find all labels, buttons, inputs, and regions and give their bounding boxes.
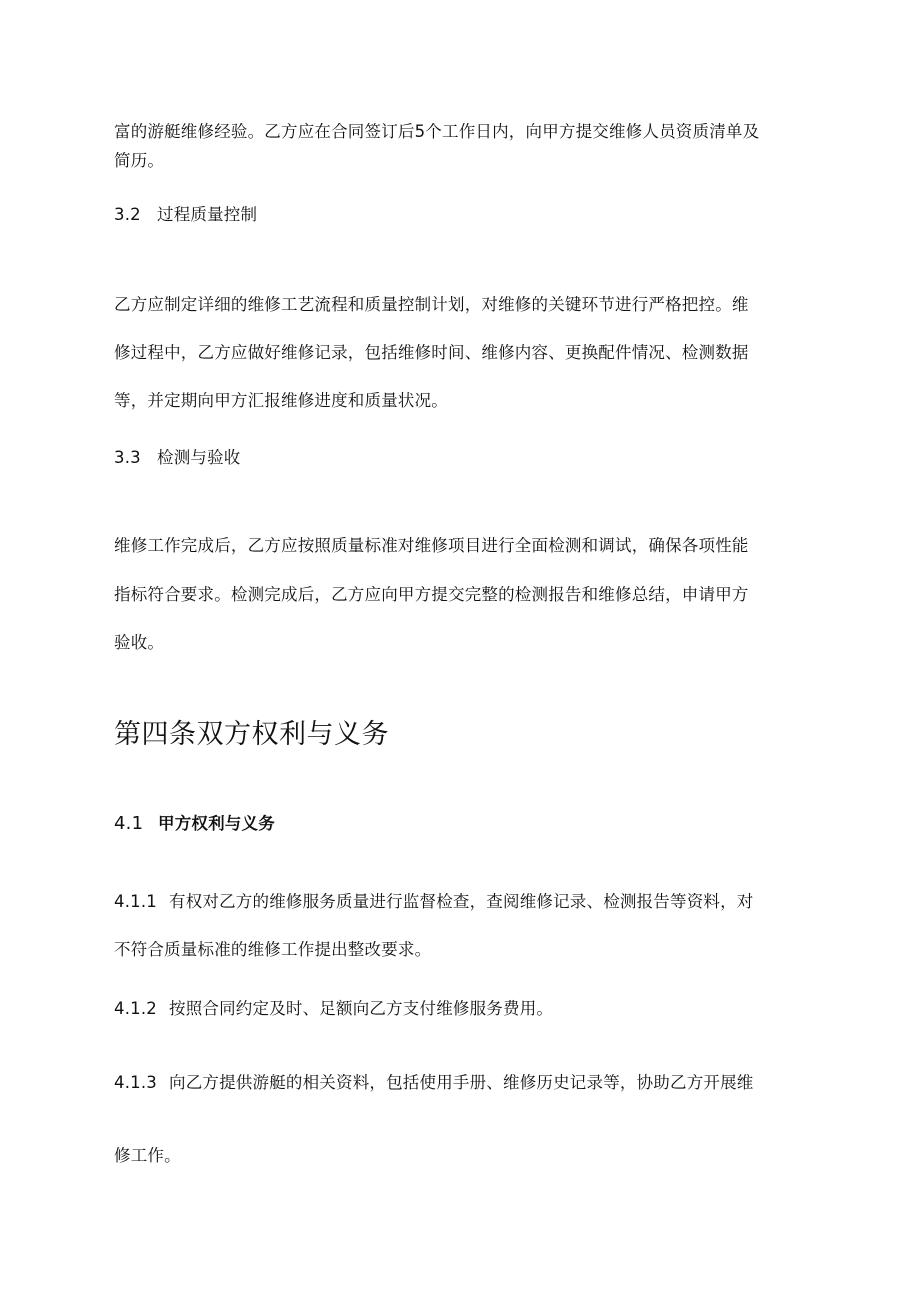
paragraph-line: 富的游艇维修经验。乙方应在合同签订后5个工作日内，向甲方提交维修人员资质清单及 (114, 122, 760, 141)
clause-text: 向乙方提供游艇的相关资料，包括使用手册、维修历史记录等，协助乙方开展维 (169, 1073, 754, 1092)
section-number: 3.3 (114, 448, 141, 467)
article-title: 第四条双方权利与义务 (114, 719, 389, 750)
section-heading-3-2 (114, 204, 257, 226)
section-heading-4-1 (114, 813, 275, 835)
paragraph-line: 维修工作完成后，乙方应按照质量标准对维修项目进行全面检测和调试，确保各项性能 (114, 536, 749, 555)
paragraph-line: 等，并定期向甲方汇报维修进度和质量状况。 (114, 391, 448, 410)
paragraph-line: 验收。 (114, 633, 165, 652)
clause-4-1-3-line2: 修工作。 (114, 1146, 181, 1165)
section-title: 过程质量控制 (157, 205, 258, 224)
paragraph-line: 乙方应制定详细的维修工艺流程和质量控制计划，对维修的关键环节进行严格把控。维 (114, 295, 749, 314)
clause-text: 按照合同约定及时、足额向乙方支付维修服务费用。 (169, 999, 554, 1018)
clause-4-1-2 (114, 998, 553, 1020)
section-number: 3.2 (114, 205, 141, 224)
clause-4-1-1-line1 (114, 891, 754, 913)
section-title: 检测与验收 (157, 448, 241, 467)
clause-4-1-1-line2: 不符合质量标准的维修工作提出整改要求。 (114, 940, 432, 959)
paragraph-line: 简历。 (114, 151, 165, 170)
clause-4-1-3-line1 (114, 1072, 754, 1094)
paragraph-line: 指标符合要求。检测完成后，乙方应向甲方提交完整的检测报告和维修总结，申请甲方 (114, 585, 749, 604)
section-title: 甲方权利与义务 (158, 814, 275, 833)
clause-number: 4.1.3 (114, 1073, 157, 1092)
section-heading-3-3 (114, 447, 241, 469)
clause-number: 4.1.2 (114, 999, 157, 1018)
section-number: 4.1 (114, 813, 144, 834)
clause-number: 4.1.1 (114, 892, 157, 911)
clause-text: 有权对乙方的维修服务质量进行监督检查，查阅维修记录、检测报告等资料，对 (169, 892, 754, 911)
paragraph-line: 修过程中，乙方应做好维修记录，包括维修时间、维修内容、更换配件情况、检测数据 (114, 343, 749, 362)
